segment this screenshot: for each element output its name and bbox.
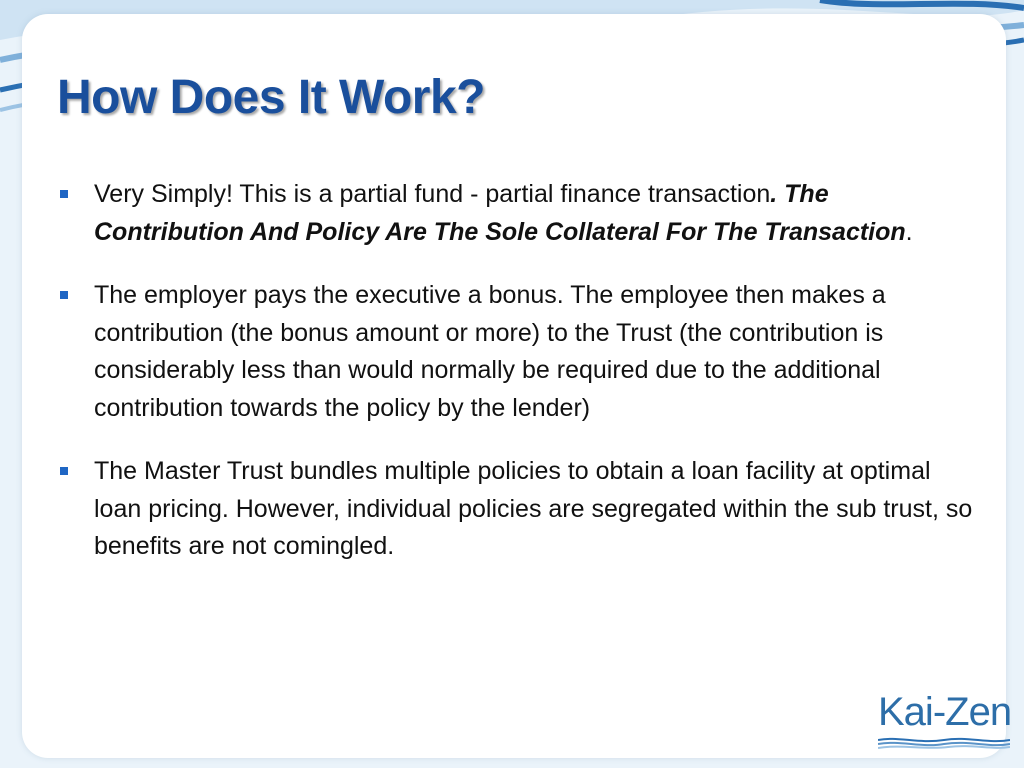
bullet-emphasis: The Contribution And Policy Are The Sole Collateral For The Transaction xyxy=(94,180,906,246)
logo-text: Kai-Zen xyxy=(878,690,1012,734)
bullet-square-icon xyxy=(60,190,68,198)
bullet-item xyxy=(58,453,978,566)
bullet-item xyxy=(58,176,978,251)
bullet-item xyxy=(58,277,978,427)
bullet-tail: . xyxy=(905,217,913,246)
bullet-text: The employer pays the executive a bonus. The employee then makes a contribution (the bonus amount or more) to the Trust (the contribution is considerably less than would normally be required due to the additional contribution towards the policy by the lender) xyxy=(94,281,886,422)
bullet-text: Very Simply! This is a partial fund - partial finance transaction xyxy=(94,180,771,208)
bullet-text: The Master Trust bundles multiple policies to obtain a loan facility at optimal loan pricing. However, individual policies are segregated within the sub trust, so benefits are not comingled. xyxy=(94,457,973,560)
kaizen-logo xyxy=(878,690,1010,754)
bullet-list xyxy=(58,176,978,592)
bullet-square-icon xyxy=(60,467,68,475)
bullet-emphasis-punct: . xyxy=(770,180,778,208)
logo-waves-icon xyxy=(878,736,1010,750)
bullet-square-icon xyxy=(60,291,68,299)
slide-title: How Does It Work? xyxy=(57,71,485,124)
